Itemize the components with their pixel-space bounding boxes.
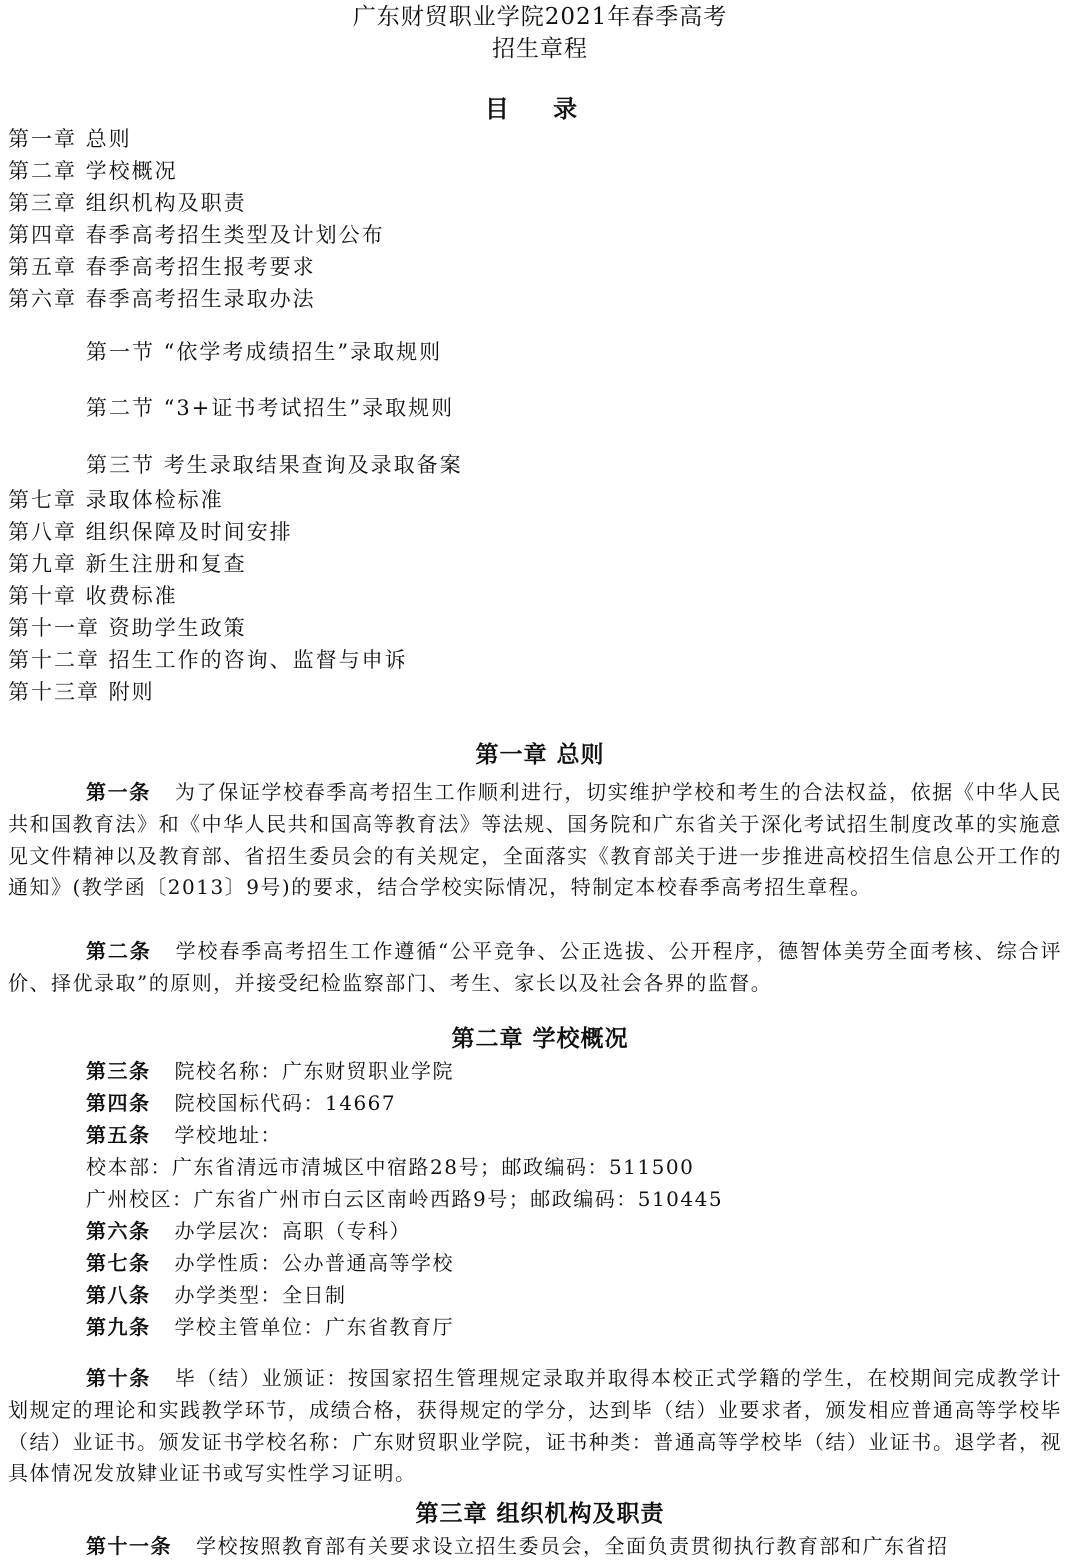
article-label: 第八条 xyxy=(86,1283,151,1307)
article-10 xyxy=(8,1363,1062,1490)
document-title-line1: 广东财贸职业学院2021年春季高考 xyxy=(352,4,728,30)
toc-subitem: 第三节 考生录取结果查询及录取备案 xyxy=(86,453,463,477)
article-text: 办学类型：全日制 xyxy=(174,1283,347,1307)
toc-item: 第六章 春季高考招生录取办法 xyxy=(8,287,316,311)
toc-item: 第三章 组织机构及职责 xyxy=(8,191,247,215)
toc-item: 第五章 春季高考招生报考要求 xyxy=(8,255,316,279)
article-text: 学校主管单位：广东省教育厅 xyxy=(174,1315,454,1339)
article-1 xyxy=(8,777,1062,904)
toc-item: 第十章 收费标准 xyxy=(8,584,178,608)
toc-item: 第一章 总则 xyxy=(8,127,132,151)
article-4 xyxy=(86,1089,396,1117)
toc-heading: 目 录 xyxy=(484,94,596,123)
article-text: 办学性质：公办普通高等学校 xyxy=(174,1251,454,1275)
document-title-line2: 招生章程 xyxy=(492,36,588,62)
article-label: 第三条 xyxy=(86,1059,151,1083)
article-7 xyxy=(86,1249,454,1277)
toc-item: 第九章 新生注册和复查 xyxy=(8,552,247,576)
article-text: 为了保证学校春季高考招生工作顺利进行，切实维护学校和考生的合法权益，依据《中华人民共和国教育法》和《中华人民共和国高等教育法》等法规、国务院和广东省关于深化考试招生制度改革的实施意见文件精神以及教育部、省招生委员会的有关规定，全面落实《教育部关于进一步推进高校招生信息公开工作的通知》(教学函〔2013〕9号)的要求，结合学校实际情况，特制定本校春季高考招生章程。 xyxy=(8,780,1063,900)
article-text: 院校名称：广东财贸职业学院 xyxy=(174,1059,454,1083)
article-label: 第六条 xyxy=(86,1219,151,1243)
article-9 xyxy=(86,1313,454,1341)
article-label: 第二条 xyxy=(86,939,152,963)
article-label: 第七条 xyxy=(86,1251,151,1275)
article-label: 第四条 xyxy=(86,1091,151,1115)
toc-subitem: 第一节 “依学考成绩招生”录取规则 xyxy=(86,340,443,364)
campus-main-address: 校本部：广东省清远市清城区中宿路28号；邮政编码：511500 xyxy=(86,1155,695,1179)
article-label: 第十条 xyxy=(86,1366,151,1390)
toc-item: 第十一章 资助学生政策 xyxy=(8,616,247,640)
article-5 xyxy=(86,1121,282,1149)
chapter-heading: 第二章 学校概况 xyxy=(451,1026,629,1052)
article-text: 毕（结）业颁证：按国家招生管理规定录取并取得本校正式学籍的学生，在校期间完成教学计划规定的理论和实践教学环节，成绩合格，获得规定的学分，达到毕（结）业要求者，颁发相应普通高等学校毕（结）业证书。颁发证书学校名称：广东财贸职业学院，证书种类：普通高等学校毕（结）业证书。退学者，视具体情况发放肄业证书或写实性学习证明。 xyxy=(8,1366,1063,1486)
article-label: 第一条 xyxy=(86,780,151,804)
toc-item: 第十三章 附则 xyxy=(8,680,155,704)
article-8 xyxy=(86,1281,347,1309)
toc-item: 第八章 组织保障及时间安排 xyxy=(8,520,293,544)
article-11 xyxy=(86,1532,949,1560)
article-text: 院校国标代码：14667 xyxy=(174,1091,397,1115)
article-label: 第十一条 xyxy=(86,1534,172,1558)
chapter-heading: 第三章 组织机构及职责 xyxy=(415,1501,665,1527)
article-text: 学校春季高考招生工作遵循“公平竞争、公正选拔、公开程序，德智体美劳全面考核、综合评价、择优录取”的原则，并接受纪检监察部门、考生、家长以及社会各界的监督。 xyxy=(8,939,1062,995)
toc-item: 第二章 学校概况 xyxy=(8,159,178,183)
chapter-heading: 第一章 总则 xyxy=(475,742,605,768)
campus-guangzhou-address: 广州校区：广东省广州市白云区南岭西路9号；邮政编码：510445 xyxy=(86,1187,724,1211)
article-label: 第九条 xyxy=(86,1315,151,1339)
article-3 xyxy=(86,1057,454,1085)
article-text: 学校地址： xyxy=(174,1123,282,1147)
toc-item: 第七章 录取体检标准 xyxy=(8,488,224,512)
article-text: 学校按照教育部有关要求设立招生委员会，全面负责贯彻执行教育部和广东省招 xyxy=(196,1534,949,1558)
toc-subitem: 第二节 “3+证书考试招生”录取规则 xyxy=(86,396,455,420)
article-label: 第五条 xyxy=(86,1123,151,1147)
toc-item: 第十二章 招生工作的咨询、监督与申诉 xyxy=(8,648,408,672)
toc-item: 第四章 春季高考招生类型及计划公布 xyxy=(8,223,385,247)
article-2 xyxy=(8,936,1062,1000)
article-text: 办学层次：高职（专科） xyxy=(174,1219,411,1243)
article-6 xyxy=(86,1217,411,1245)
